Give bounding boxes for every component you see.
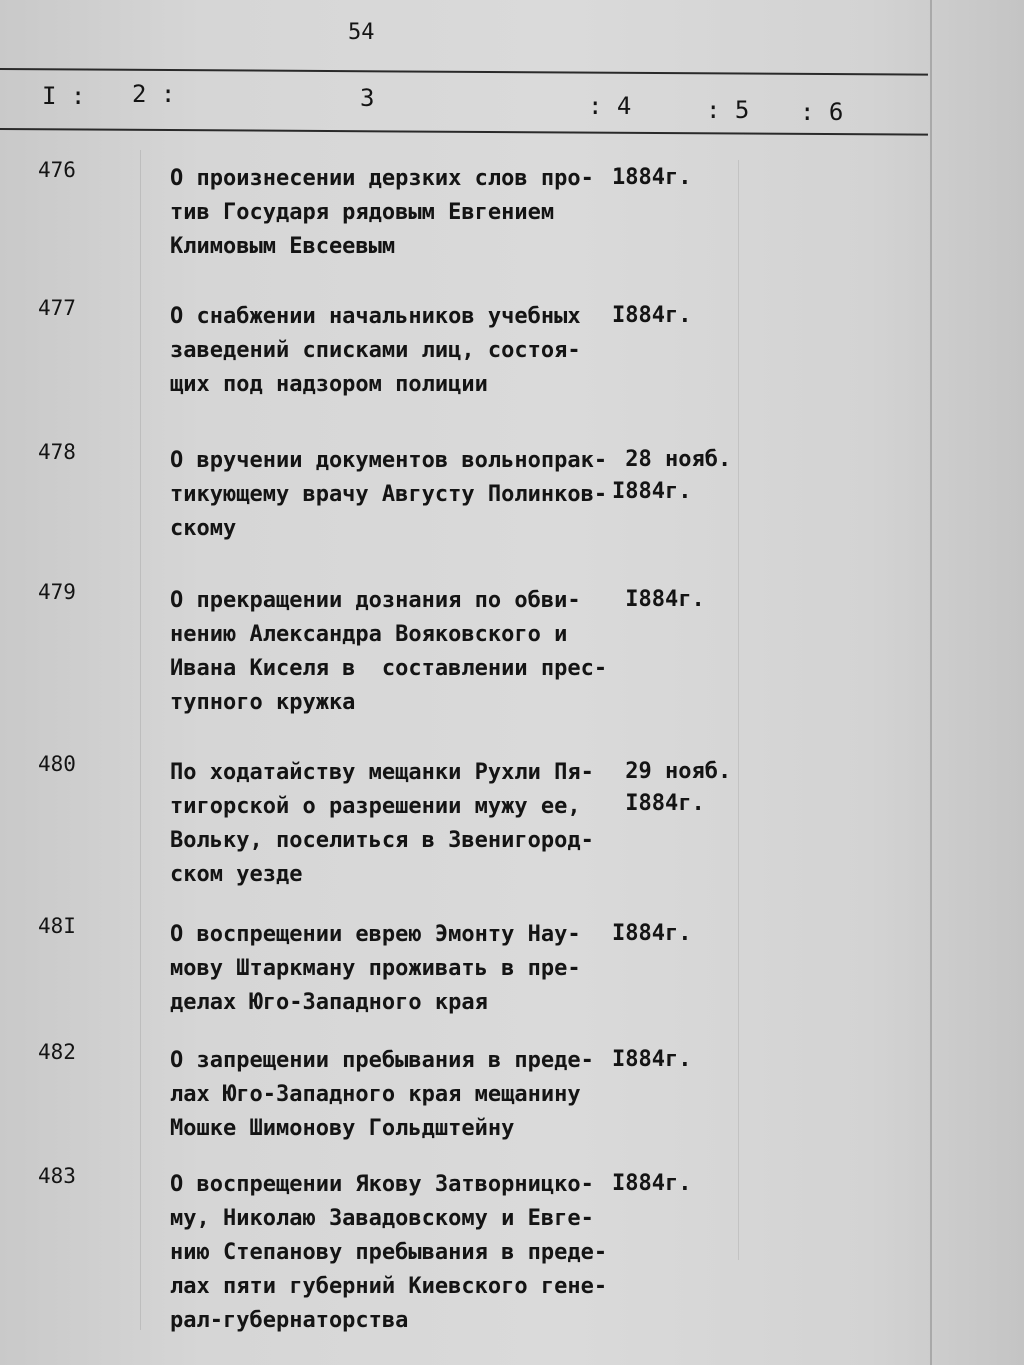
- entry-title-line: нию Степанову пребывания в преде-: [170, 1240, 608, 1265]
- entry-number: 479: [38, 580, 76, 604]
- entry-date-line: I884г.: [612, 479, 692, 504]
- entry-date-line: I884г.: [612, 303, 692, 328]
- entry-title-line: лах пяти губерний Киевского гене-: [170, 1274, 608, 1299]
- entry-title-line: О запрещении пребывания в преде-: [170, 1048, 594, 1073]
- entry-title-line: делах Юго-Западного края: [170, 990, 488, 1015]
- entry-date: [612, 444, 731, 508]
- entry-date: [612, 162, 691, 194]
- entry-title: [170, 584, 620, 720]
- entry-title-line: рал-губернаторства: [170, 1308, 409, 1333]
- entry-title-line: му, Николаю Завадовскому и Евге-: [170, 1206, 594, 1231]
- entry-number: 48I: [38, 914, 76, 938]
- entry-number: 476: [38, 158, 76, 182]
- column-divider: [140, 150, 141, 1330]
- entry-date: [612, 584, 705, 616]
- entry-date: [612, 300, 691, 332]
- entry-title-line: О вручении документов вольнопрак-: [170, 448, 608, 473]
- entry-date-line: 28 нояб.: [612, 447, 732, 472]
- column-header-6: : 6: [800, 98, 844, 126]
- column-header-4: : 4: [588, 92, 632, 120]
- page-number: 54: [348, 20, 375, 45]
- entry-date: [612, 1168, 691, 1200]
- entry-title-line: По ходатайству мещанки Рухли Пя-: [170, 760, 594, 785]
- entry-date-line: I884г.: [612, 1171, 692, 1196]
- entry-title-line: тив Государя рядовым Евгением: [170, 200, 555, 225]
- entry-title-line: О прекращении дознания по обви-: [170, 588, 581, 613]
- entry-date-line: I884г.: [612, 791, 705, 816]
- entry-date: [612, 918, 691, 950]
- entry-title-line: заведений списками лиц, состоя-: [170, 338, 581, 363]
- entry-title-line: тупного кружка: [170, 690, 356, 715]
- entry-title: [170, 1044, 620, 1146]
- entry-number: 483: [38, 1164, 76, 1188]
- entry-date-line: I884г.: [612, 1047, 692, 1072]
- column-header-3: 3: [360, 84, 375, 112]
- entry-title: [170, 300, 620, 402]
- entry-title-line: О воспрещении еврею Эмонту Нау-: [170, 922, 581, 947]
- entry-date-line: I884г.: [612, 921, 692, 946]
- entry-title: [170, 1168, 620, 1338]
- entry-number: 478: [38, 440, 76, 464]
- entry-title: [170, 756, 620, 892]
- entry-title-line: ском уезде: [170, 862, 303, 887]
- entry-title-line: Вольку, поселиться в Звенигород-: [170, 828, 594, 853]
- entry-title-line: Ивана Киселя в составлении прес-: [170, 656, 608, 681]
- column-divider: [738, 160, 739, 1260]
- column-header-row: [0, 80, 930, 132]
- entry-title-line: скому: [170, 516, 237, 541]
- column-header-1: I :: [42, 82, 86, 110]
- entry-number: 480: [38, 752, 76, 776]
- entry-date: [612, 1044, 691, 1076]
- entry-date-line: 1884г.: [612, 165, 692, 190]
- entry-title-line: О воспрещении Якову Затворницко-: [170, 1172, 594, 1197]
- entry-date: [612, 756, 731, 820]
- entry-number: 482: [38, 1040, 76, 1064]
- entry-title-line: тигорской о разрешении мужу ее,: [170, 794, 581, 819]
- column-header-5: : 5: [706, 96, 750, 124]
- entry-number: 477: [38, 296, 76, 320]
- entry-title-line: нению Александра Вояковского и: [170, 622, 568, 647]
- entry-title-line: лах Юго-Западного края мещанину: [170, 1082, 581, 1107]
- page-edge: [930, 0, 932, 1365]
- entry-title-line: О произнесении дерзких слов про-: [170, 166, 594, 191]
- entry-title: [170, 162, 620, 264]
- entry-date-line: I884г.: [612, 587, 705, 612]
- entry-title-line: мову Штаркману проживать в пре-: [170, 956, 581, 981]
- entry-date-line: 29 нояб.: [612, 759, 732, 784]
- entry-title-line: Климовым Евсеевым: [170, 234, 396, 259]
- entry-title-line: щих под надзором полиции: [170, 372, 488, 397]
- entry-title-line: тикующему врачу Августу Полинков-: [170, 482, 608, 507]
- entry-title-line: Мошке Шимонову Гольдштейну: [170, 1116, 515, 1141]
- entry-title-line: О снабжении начальников учебных: [170, 304, 581, 329]
- entry-title: [170, 444, 620, 546]
- entry-title: [170, 918, 620, 1020]
- column-header-2: 2 :: [132, 80, 176, 108]
